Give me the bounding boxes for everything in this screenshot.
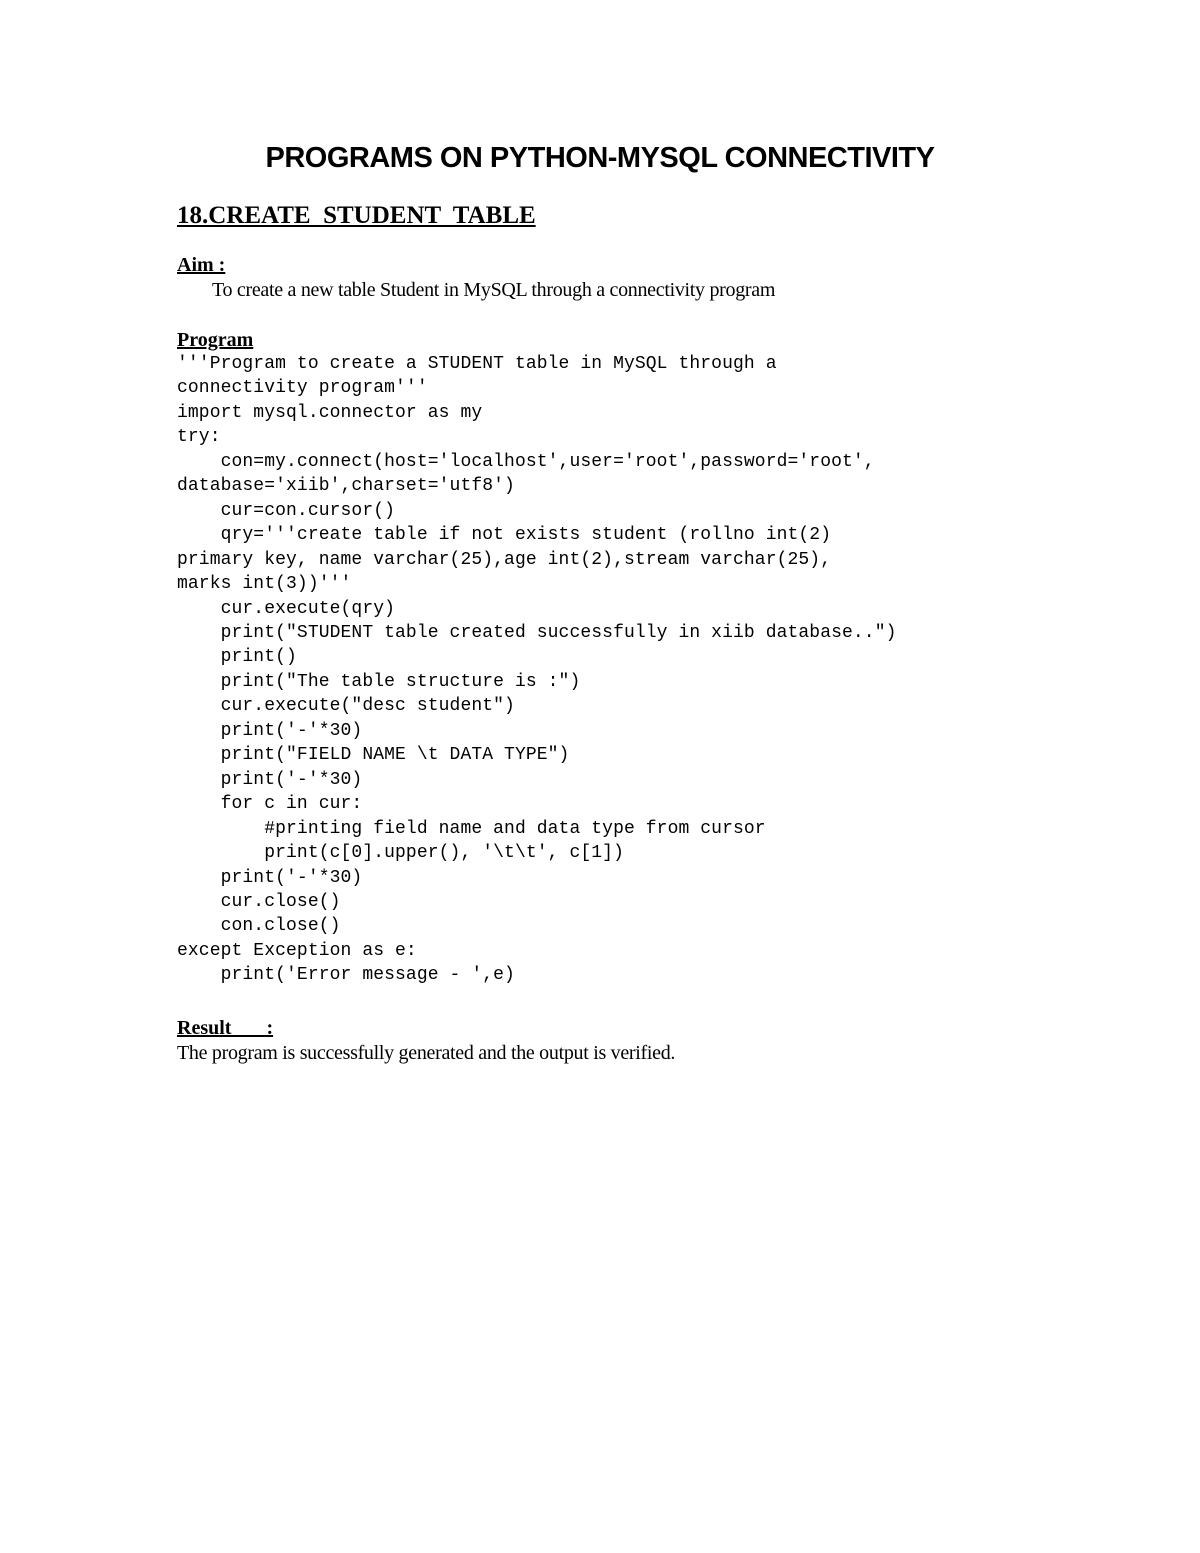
section-title: 18.CREATE STUDENT TABLE <box>177 202 536 229</box>
aim-label: Aim : <box>177 254 226 276</box>
document-title: PROGRAMS ON PYTHON-MYSQL CONNECTIVITY <box>265 142 935 174</box>
program-code: '''Program to create a STUDENT table in MySQL through a connectivity program''' import mysql.connector as my try: con=my.connect(host='localhost',user='root',password='root', database='xiib',charset='utf8') cur=con.cursor() qry='''create table if not exists student (rollno int(2) primary key, name varchar(25),age int(2),stream varchar(25), marks int(3))''' cur.execute(qry) print("STUDENT table created successfully in xiib database..") print() print("The table structure is :") cur.execute("desc student") print('-'*30) print("FIELD NAME \t DATA TYPE") print('-'*30) for c in cur: #printing field name and data type from cursor print(c[0].upper(), '\t\t', c[1]) print('-'*30) cur.close() con.close() except Exception as e: print('Error message - ',e) <box>177 354 897 986</box>
program-label: Program <box>177 329 254 351</box>
result-text: The program is successfully generated and the output is verified. <box>177 1042 676 1064</box>
aim-text: To create a new table Student in MySQL through a connectivity program <box>212 279 776 301</box>
result-label: Result : <box>177 1017 274 1039</box>
